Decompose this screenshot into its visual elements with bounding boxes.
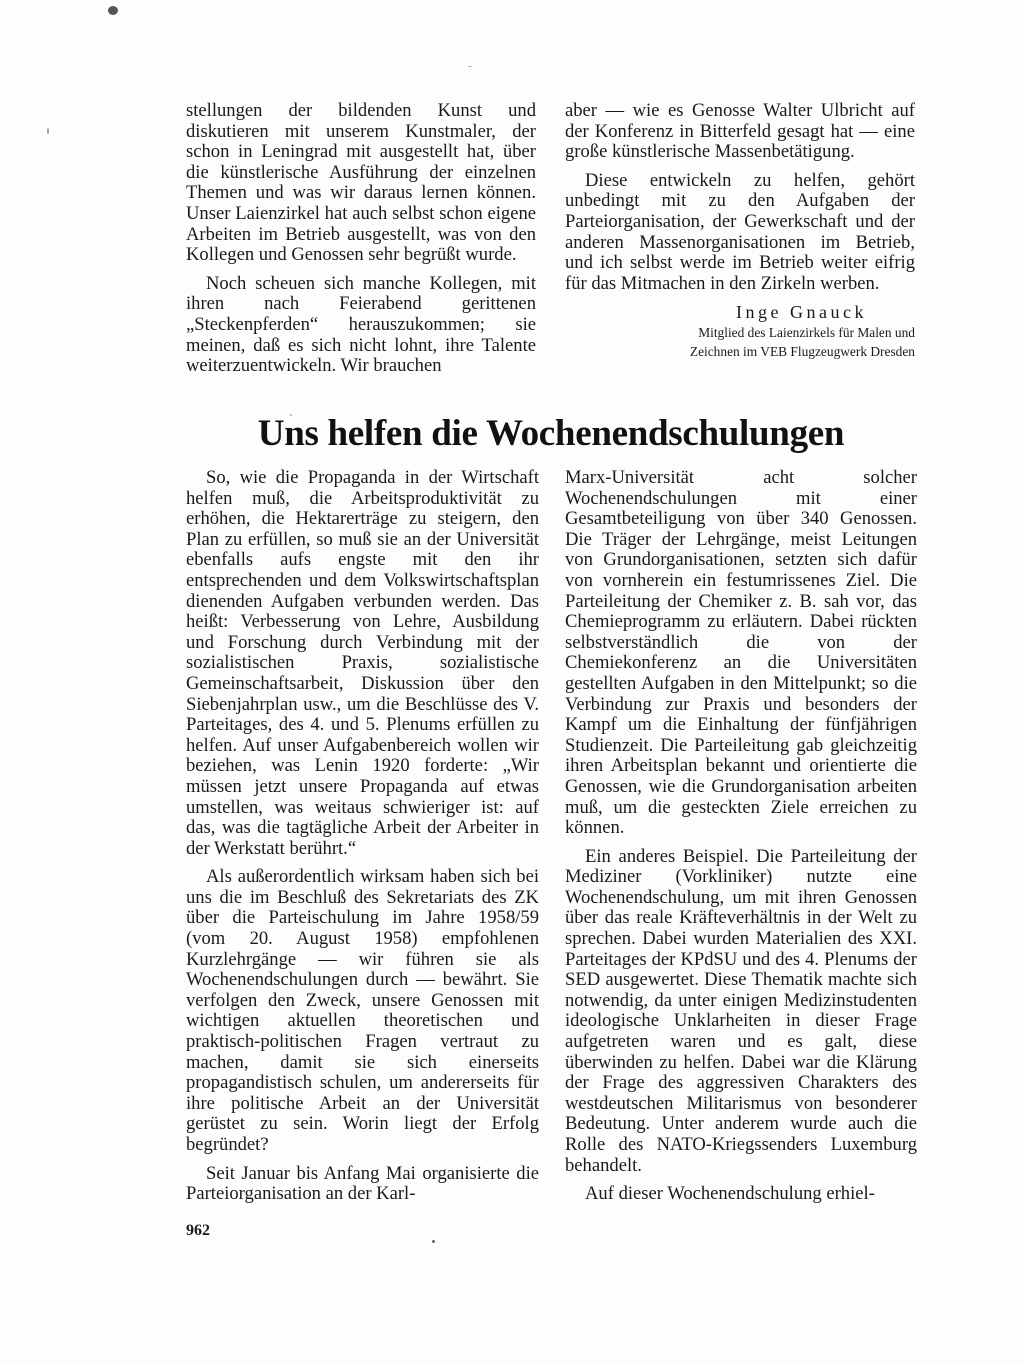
paragraph: Auf dieser Wochenendschulung erhiel- (585, 1183, 875, 1205)
print-speck (432, 1240, 435, 1243)
main-article-right-column (565, 468, 917, 1205)
main-article-left-column (186, 468, 539, 1205)
page-number: 962 (186, 1222, 210, 1239)
author-signature: Inge Gnauck (736, 302, 867, 323)
author-affiliation-line-1: Mitglied des Laienzirkels für Malen und (698, 325, 915, 341)
print-speck (468, 66, 472, 67)
paragraph: stellungen der bildenden Kunst und diskutieren mit unserem Kunstmaler, der schon in Leningrad mit ausgestellt hat, über die künstlerische Ausführung der einzelnen Themen und was wir daraus lernen können. Unser Laienzirkel hat auch selbst schon eigene Arbeiten im Betrieb ausgestellt, was von den Kollegen und Genossen sehr begrüßt wurde. (186, 100, 536, 266)
print-speck (47, 128, 49, 134)
paragraph: Noch scheuen sich manche Kollegen, mit ihren nach Feierabend gerittenen „Steckenpferden“ herauszukommen; sie meinen, daß es sich nicht lohnt, ihre Talente weiterzuentwickeln. Wir brauchen (186, 272, 536, 377)
article-headline: Uns helfen die Wochenendschulungen (257, 413, 845, 454)
top-article-left-column (186, 101, 536, 377)
paragraph: Als außerordentlich wirksam haben sich bei uns die im Beschluß des Sekretariats des ZK über die Parteischulung im Jahre 1958/59 (vom 20. August 1958) empfohlenen Kurzlehrgänge — wir führen sie als Wochenendschulungen durch — bewährt. Sie verfolgen den Zweck, unsere Genossen mit wichtigen aktuellen theoretischen und praktisch-politischen Fragen vertraut zu machen, damit sie sich einerseits propagandistisch schulen, um andererseits für ihre politische Arbeit an der Universität gerüstet zu sein. Worin liegt der Erfolg begründet? (186, 866, 539, 1155)
author-affiliation-line-2: Zeichnen im VEB Flugzeugwerk Dresden (689, 344, 915, 360)
print-speck (108, 6, 118, 15)
paragraph: Diese entwickeln zu helfen, gehört unbedingt mit zu den Aufgaben der Parteiorganisation, der Gewerkschaft und der anderen Massenorganisationen im Betrieb, und ich selbst werde im Betrieb weiter eifrig für das Mitmachen in den Zirkeln werben. (565, 169, 915, 294)
top-article-right-column (565, 101, 915, 360)
paragraph: So, wie die Propaganda in der Wirtschaft helfen muß, die Arbeitsproduktivität zu erhöhen, die Hektarerträge zu steigern, den Plan zu erfüllen, so muß sie an der Universität ebenfalls aufs engste mit den ihr entsprechenden und dem Volkswirtschaftsplan dienenden Aufgaben verbunden werden. Das heißt: Verbesserung von Lehre, Ausbildung und Forschung durch Verbindung mit der sozialistischen Praxis, sozialistische Gemeinschaftsarbeit, Diskussion über den Siebenjahrplan usw., um die Beschlüsse des V. Parteitages, des 4. und 5. Plenums erfüllen zu helfen. Auf unser Aufgabenbereich wollen wir beziehen, was Lenin 1920 forderte: „Wir müssen jetzt unsere Propaganda auf etwas umstellen, was weitaus schwieriger ist: auf das, was die tagtägliche Arbeit der Arbeiter in der Werkstatt berührt.“ (186, 467, 539, 859)
paragraph: Seit Januar bis Anfang Mai organisierte die Parteiorganisation an der Karl- (186, 1162, 539, 1205)
paragraph: Marx-Universität acht solcher Wochenendschulungen mit einer Gesamtbeteiligung von über 340 Genossen. Die Träger der Lehrgänge, meist Leitungen von Grundorganisationen, setzten sich dafür von vornherein ein festumrissenes Ziel. Die Parteileitung der Chemiker z. B. sah vor, das Chemieprogramm zu erläutern. Dabei rückten selbstverständlich die von der Chemiekonferenz an die Universitäten gestellten Aufgaben in den Mittelpunkt; so die Verbindung zur Praxis und besonders der Kampf um die Einhaltung der fünfjährigen Studienzeit. Die Parteileitung gab gleichzeitig ihren Arbeitsplan bekannt und orientierte die Genossen, wie die Grundorganisation arbeiten muß, um die gesteckten Ziele erreichen zu können. (565, 467, 917, 839)
paragraph: Ein anderes Beispiel. Die Parteileitung der Mediziner (Vorkliniker) nutzte eine Wochenendschulung, um mit ihren Genossen über das reale Kräfteverhältnis in der Welt zu sprechen. Dabei wurden Materialien des XXI. Parteitages der KPdSU und des 4. Plenums der SED ausgewertet. Diese Thematik machte sich notwendig, da unter einigen Medizinstudenten ideologische Unklarheiten in dieser Frage aufgetreten waren und es galt, diese überwinden zu helfen. Dabei war die Klärung der Frage des aggressiven Charakters des westdeutschen Militarismus von besonderer Bedeutung. Unter anderem wurde auch die Rolle des NATO-Kriegssenders Luxemburg behandelt. (565, 845, 917, 1176)
paragraph: aber — wie es Genosse Walter Ulbricht auf der Konferenz in Bitterfeld gesagt hat — eine große künstlerische Massenbetätigung. (565, 100, 915, 163)
